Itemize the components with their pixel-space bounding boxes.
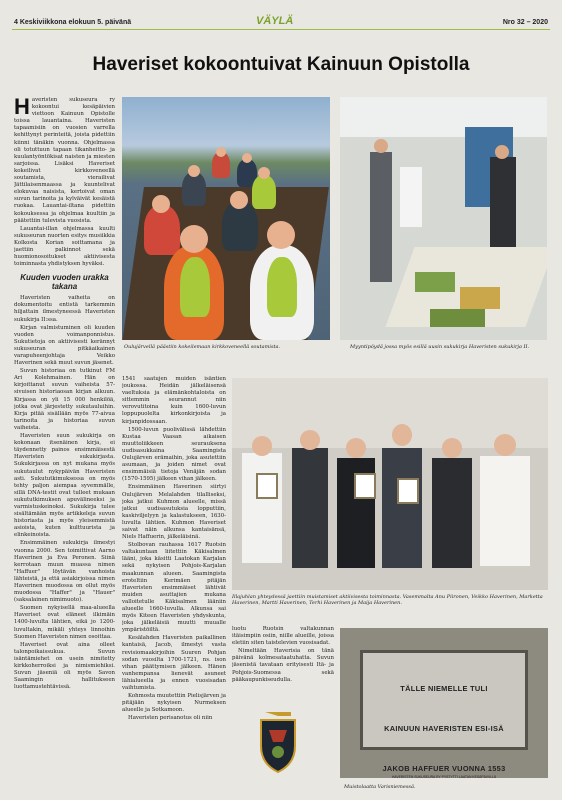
header-rule	[12, 29, 550, 30]
paragraph: 1500-luvun puolivälissä lähdettiin Kustaa Vaasan aikaisen muuttoliikkeen seurauksena uudisasukkaina Saamingista Oulujärven erämaihin, joka asutettiin asumaan, ja joiden nimet ovat ensimmäisiä tietoja Venäjän sodan (1570-1595) jälkeen vihan jälkeen.	[122, 426, 226, 483]
paragraph: 1541 saatujen muiden isäntien joukossa. Heidän jälkeläisensä vaeltuksia ja elämänkohtaloista on sittemmin seurannut niin verovutitoina kuin 1600-luvun loppupuolelta kirkonkirjoista ja kirjanpidossaan.	[122, 376, 226, 425]
drop-cap: H	[14, 97, 30, 119]
issue-number: Nro 32 – 2020	[502, 19, 548, 26]
page-number-date: 4 Keskiviikkona elokuun 5. päivänä	[14, 19, 132, 26]
subheading: Kuuden vuoden urakka takana	[20, 273, 109, 292]
article-column-3	[232, 626, 334, 706]
paragraph: Stolbovan rauhassa 1617 Ruotsin valtakuntaan liitettiin Käkisalmen lääni, joka käsitti Laatokan Karjalan sekä nykyisen Pohjois-Karjalan maakunnan alueen. Saamingista eroteltiin Kerimäen pitäjän Haveristen ensimmäiset lähtivät muiden asuttajien mukana valloitetulle Käkisalmen lääniin alueelle 1660-luvulla. Alkunsa sai myös Kiteen Haveristen yhdyskunta, joka jälkeläisiä muutti muualle ympäristöiltä.	[122, 542, 226, 634]
paragraph: Haveristen suun sukukirja on kokonaan itsenäinen kirja, ei täydennetty painos ensimmäisestä Haveristen sukukirjasta. Sukukirjassa on nyt mukana myös sukutaulut nykypäivän Haveristen asti. Sukututkimuksessa on myös tehty paljon aiempaa syvemmälle, sillä DNA-testit ovat tulleet mukaan sukututkimuksen apuvälineeksi ja varmistuskeinoksi. Sukukirja tulee sisältämään myös artikkeleja suvun historiasta ja myös yleisemmistä asioista, kuten kulttuurista ja elinkeinoista.	[14, 433, 115, 539]
photo-caption: Myyntipöydä jossa myös esillä uusin sukukirja Haveristen sukukirja II.	[350, 344, 530, 350]
photo-caption: Illajuhlan yhteydessä jaettiin muistamiset aktiivisesta toiminnasta. Vasemmalta Anu Piironen, Veikko Haverinen, Marketta Haverinen, Martti Haverinen, Terhi Haverinen ja Maija Haverinen.	[232, 594, 543, 607]
memorial-stone-photo	[340, 628, 548, 778]
paragraph: Suomen nykyisellä maa-alueella Haveriset ovat eläneet ilkimäin 1400-luvulta lähtien, eikä jo 1200-luvultakin, mikäli yhteys linnoihin Suomen Haveristen nimen osoittaa.	[14, 605, 115, 640]
paragraph: Haveriset ovat aina olleet talonpoikaissukua. Suvun isäntämiehet on usein nimitetty kirkkoherroiksi ja nimismiehiksi. Suvun jäseniä oli myös Savon Saamingin hallitukseen luottamustehtävissä.	[14, 641, 115, 691]
rowing-photo	[122, 97, 330, 340]
exhibition-photo	[340, 97, 547, 340]
paragraph: Nimeltään Haverisia on tänä päivänä kolmesataatuhatta. Suvun jäsenistä tavataan erityisesti Itä- ja Pohjois-Suomessa sekä pääkaupunkiseudulla.	[232, 648, 334, 683]
paragraph: Ensimmäinen sukukirja ilmestyi vuonna 2000. Sen toimittivat Aarno Haverinen ja Eva Peronen. Siinä kerrotaan muun muassa nimen "Haffuer" löytävän vanhoista lähteistä, ja että asiakirjoissa nimen Haverinen muodossa on ollut myös muodossa "Haffer" ja "Hauer" (saksalainen nimimuoto).	[14, 540, 115, 604]
memorial-plaque: TÄLLE NIEMELLE TULI KAINUUN HAVERISTEN ESI-ISÄ JAKOB HAFFUER VUONNA 1553 HAVERISTEN SUKUSEURA RY PYSTYTTI LAATAN KESÄPÄIVILLÄ	[360, 650, 528, 750]
photo-caption: Oulujärvellä päästiin kokeilemaan kirkkoveneellä soutamista.	[124, 344, 281, 350]
paragraph: Kohmosta muutettiin Pielisjärven ja pitäjään nykyisen Nurmeksen alueelle ja Sotkamoon.	[122, 693, 226, 714]
paragraph: Suvun historiaa on tutkinut FM Ari Kolehmainen. Hän on kirjoittanut suvun vaiheista 57-sivuisen historiaosan kirjan alkuun. Kirjassa on yli 15 000 henkilöä, jotka ovat järjestetty sukutauluihin. Kirja pitää sisällään myös 77-aivua tarinoita ja historiaa suvun vaiheista.	[14, 368, 115, 431]
paragraph: Kesälahden Haveristen paikallinen kantaisä, Jacob, ilmestyi vasta revisiomaakirjoihin Suuren Pohjan sodan vuosilta 1700-1721, ns. ison vihan päättymisen jälkeen. Hänen vanhempansa lienevät asuneet lähialueella ja ennen vuosisadan vaihtumista.	[122, 635, 226, 692]
article-column-1	[14, 97, 115, 787]
coat-of-arms-icon	[255, 706, 301, 776]
lead-paragraph: Haveristen sukuseura ry kokoontui kesäpäivien viettoon Kainuun Opistolle toissa lauantaina. Haveristen tapaamisiin on vuosien varrella kehittynyt perinteitä, joista pidettiin kiinni tänäkin vuonna. Ohjelmassa oli totuttuun tapaan tikanheitto- ja kuulantyöntökisat naisten ja miesten sarjoissa. Lisäksi Haveriset kokeilivat kirkkoveneellä soutamista, vierailivat Jättilaisenmaassa ja kuuntelivat elokuvaa naisista, kertoivat oman suvun tarinoita ja kylväivät kesäistä ruokaa. Lauantai-iltana pidettiin kokouksessa ja ohjelmaa kuultiin ja päätettiin tulevista vuosista.	[14, 97, 115, 224]
paragraph: Ensimmäinen Haverinen siirtyi Oulujärven Melalahden tilalliseksi, joka jatkui Kuhmon alueelle, missä jatkui uudisasutuksia lopputtiin, kaskiviljelyyn ja kalastukseen, 1630-luvulta lähtien. Kuhmon Haveriset saivat näin alkunsa kantaisänsä, Niels Haffuerin, jälkeläisinä.	[122, 484, 226, 541]
article-column-2	[122, 376, 226, 787]
newspaper-logo: VÄYLÄ	[256, 15, 294, 27]
paragraph: luotu Ruotsin valtakunnan itäisimpiin osiin, niille alueille, joissa eletiin siten taistelevien vuosisadat.	[232, 626, 334, 647]
group-photo	[232, 378, 548, 590]
photo-caption: Muistolaatta Varisniemessä.	[344, 784, 416, 790]
paragraph: Haveristen perisanotus oli niin	[128, 715, 213, 722]
headline: Haveriset kokoontuivat Kainuun Opistolla	[92, 54, 470, 75]
paragraph: Kirjan valmistuminen oli kuuden vuoden voimanponnistus. Sukutietoja on aktiivisesti kerännyt sukuseuran pitkäaikainen varapuheenjohtaja Veikko Haverinen sekä muut suvun jäsenet.	[14, 324, 115, 367]
paragraph: Haveristen vaiheita on dokumentoitu entistä tarkemmin hiljattain ilmestyneessä Haveristen sukukirja II:ssa.	[14, 295, 115, 323]
paragraph: Lauantai-illan ohjelmassa kuulti sukuseuran nuorten esitys musiikkia Kolkosta Korian soittamana ja jaettiin palkinnot sekä huomionosoitukset aktiivisesta toiminnasta yhdistyksen hyväksi.	[14, 225, 115, 268]
